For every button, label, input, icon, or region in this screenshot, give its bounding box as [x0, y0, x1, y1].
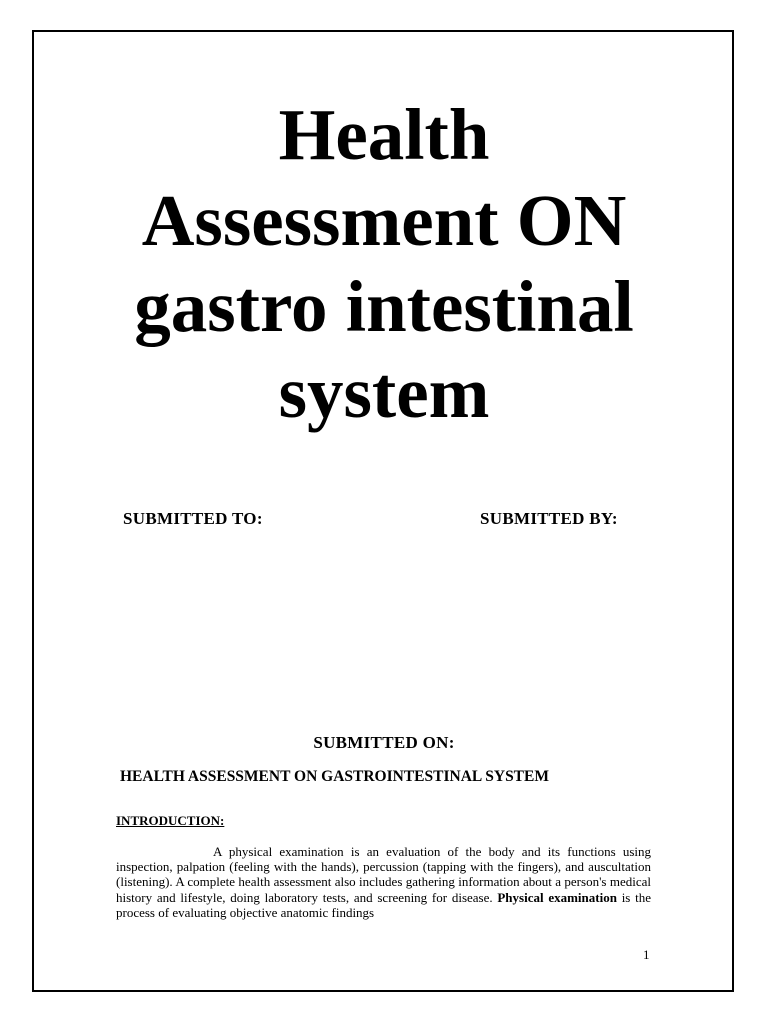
submitted-on-label: SUBMITTED ON: — [313, 733, 455, 752]
title-line: system — [278, 352, 490, 433]
introduction-paragraph — [116, 844, 651, 924]
title-line: gastro intestinal — [134, 266, 634, 347]
introduction-text-continued: is the process of evaluating objective anatomic findings — [116, 889, 651, 920]
title-line: Assessment ON — [141, 180, 627, 261]
section-heading: HEALTH ASSESSMENT ON GASTROINTESTINAL SYSTEM — [120, 768, 549, 785]
introduction-bold-term: Physical examination — [497, 889, 617, 905]
page-number: 1 — [643, 947, 650, 962]
submitted-to-label: SUBMITTED TO: — [123, 509, 263, 528]
submitted-by-label: SUBMITTED BY: — [480, 509, 618, 528]
title-line: Health — [278, 94, 490, 175]
introduction-heading: INTRODUCTION: — [116, 813, 225, 828]
document-title — [100, 92, 668, 436]
introduction-text: A physical examination is an evaluation of the body and its functions using inspection, palpation (feeling with the hands), percussion (tapping with the fingers), and auscultation (listening). A complete health assessment also includes gathering information about a person's medical history and lifestyle, doing laboratory tests, and screening for disease. — [116, 844, 651, 905]
